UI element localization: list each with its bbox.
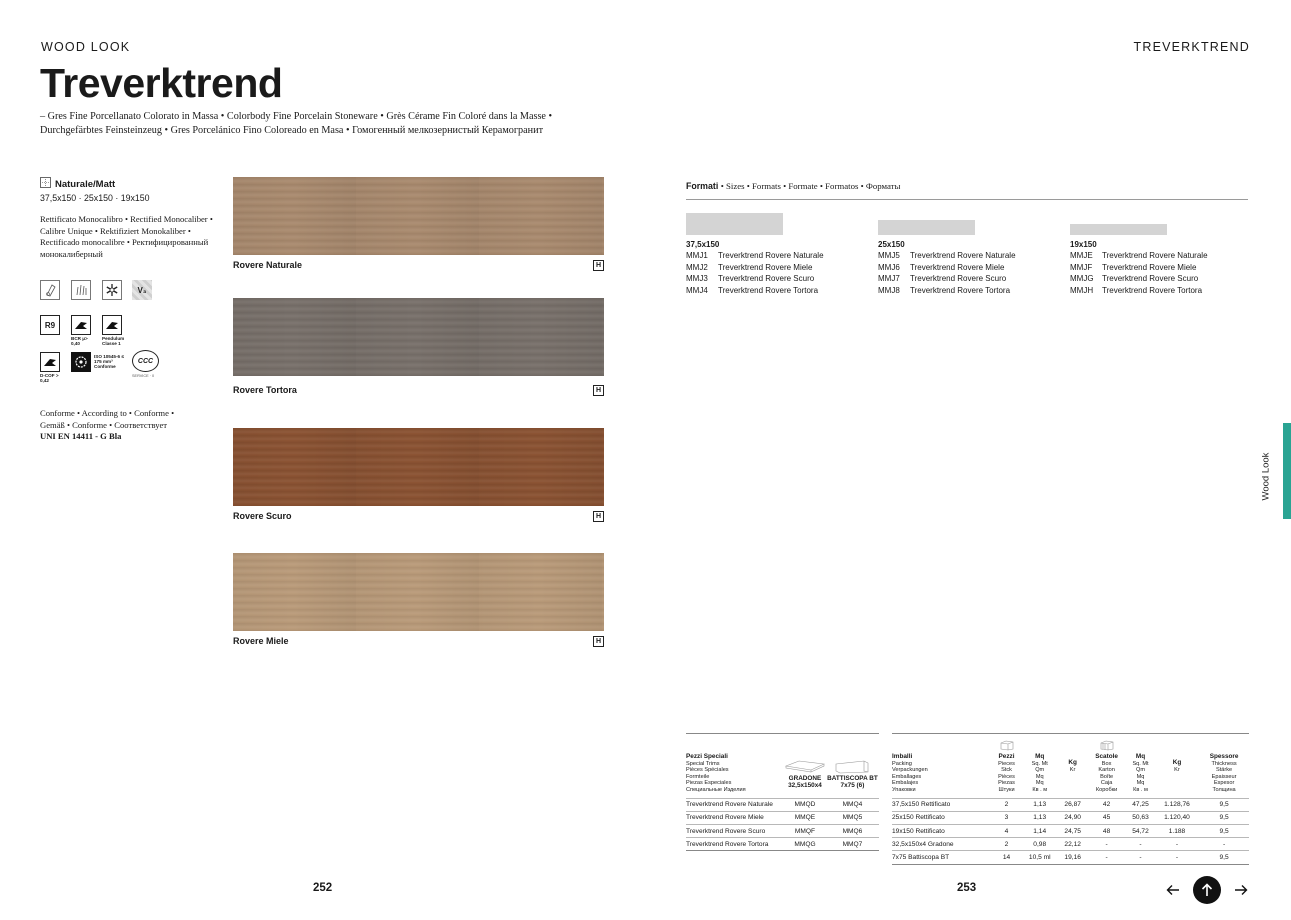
- forward-arrow-icon[interactable]: [1230, 876, 1252, 904]
- format-item: [686, 262, 824, 273]
- page-navigation: [1162, 876, 1252, 904]
- collection-subtitle: – Gres Fine Porcellanato Colorato in Massa • Colorbody Fine Porcelain Stoneware • Grès Cérame Fin Coloré dans la Masse • Durchgefärbtes Feinsteinzeug • Gres Porcelánico Fino Coloreado en Masa • Гомогенный мелкозернистый Керамогранит: [40, 111, 553, 136]
- format-item: [1070, 285, 1208, 296]
- pendulum-icon: [102, 315, 122, 335]
- product-code: MMJ1: [686, 251, 708, 261]
- format-size: 37,5x150: [686, 240, 720, 249]
- section-tab[interactable]: [1283, 423, 1291, 519]
- format-preview-bar: [878, 220, 975, 235]
- h-badge: H: [593, 636, 604, 647]
- format-item: [686, 273, 824, 284]
- ccc-mark-icon: CCC: [132, 350, 159, 372]
- product-code: MMJ6: [878, 262, 900, 272]
- product-name: Treverktrend Rovere Tortora: [910, 285, 1011, 295]
- pendulum-label: Pendulum Classe 1: [102, 336, 125, 346]
- pieces-column-header: Pezzi Pieces Stck Pièces Piezas Штуки: [992, 734, 1021, 798]
- packing-header: Imballi Packing Verpackungen Emballages Embalajes Упаковки: [892, 753, 928, 793]
- product-name: Treverktrend Rovere Miele: [910, 262, 1005, 272]
- swatch-rovere-naturale: [233, 177, 604, 255]
- product-code: MMJ5: [878, 251, 900, 261]
- packing-table: [892, 733, 1249, 865]
- floor-icon: [40, 280, 60, 300]
- swatch-label: Rovere Naturale: [233, 260, 303, 270]
- step-tread-icon: [785, 760, 825, 774]
- format-item: [686, 250, 824, 261]
- page-number-right: 253: [957, 882, 977, 894]
- swatch-rovere-scuro: [233, 428, 604, 506]
- swatch-label: Rovere Miele: [233, 636, 289, 646]
- back-arrow-icon[interactable]: [1162, 876, 1184, 904]
- section-kicker: WOOD LOOK: [41, 40, 131, 54]
- surface-block: [40, 177, 225, 203]
- product-code: MMJE: [1070, 251, 1093, 261]
- sqm-column-header: Mq Sq. Mt Qm Mq Mq Кв . м: [1031, 753, 1048, 793]
- abrasion-icon: [71, 352, 91, 372]
- table-row: 32,5x150x4 Gradone 2 0,98 22,12 - - - -: [892, 838, 1249, 851]
- h-badge: H: [593, 511, 604, 522]
- format-column: [686, 213, 824, 296]
- table-row: 37,5x150 Rettificato 2 1,13 26,87 42 47,25 1.128,76 9,5: [892, 798, 1249, 811]
- formats-title: Formati: [686, 181, 719, 191]
- product-name: Treverktrend Rovere Scuro: [1102, 274, 1199, 284]
- product-name: Treverktrend Rovere Tortora: [1102, 285, 1203, 295]
- product-name: Treverktrend Rovere Naturale: [718, 251, 824, 261]
- formats-subtitle: • Sizes • Formats • Formate • Formatos • Форматы: [720, 181, 901, 191]
- product-code: MMJ2: [686, 262, 708, 272]
- box-kg-column-header: Kg Kг: [1172, 759, 1182, 773]
- conformity-norm: UNI EN 14411 - G Bla: [40, 431, 122, 441]
- format-item: [878, 250, 1016, 261]
- product-code: MMJF: [1070, 262, 1093, 272]
- kg-column-header: Kg Kг: [1068, 759, 1077, 773]
- format-item: [1070, 273, 1208, 284]
- formats-header: [686, 181, 1248, 200]
- format-size: 19x150: [1070, 240, 1097, 249]
- tile-stack-icon: [1000, 740, 1014, 751]
- h-badge: H: [593, 260, 604, 271]
- surface-sizes: 37,5x150 · 25x150 · 19x150: [40, 193, 150, 203]
- skirting-icon: [834, 760, 870, 774]
- table-row: Treverktrend Rovere Tortora MMQG MMQ7: [686, 838, 879, 851]
- swatch-label: Rovere Tortora: [233, 385, 297, 395]
- product-name: Treverktrend Rovere Scuro: [718, 274, 815, 284]
- table-row: 25x150 Rettificato 3 1,13 24,90 45 50,63 1.120,40 9,5: [892, 811, 1249, 824]
- conformity-block: [40, 408, 200, 443]
- h-badge: H: [593, 385, 604, 396]
- product-name: Treverktrend Rovere Naturale: [910, 251, 1016, 261]
- up-arrow-icon[interactable]: [1193, 876, 1221, 904]
- format-item: [1070, 262, 1208, 273]
- table-row: 19x150 Rettificato 4 1,14 24,75 48 54,72 1.188 9,5: [892, 824, 1249, 837]
- special-trims-table: [686, 733, 879, 851]
- table-row: Treverktrend Rovere Miele MMQE MMQ5: [686, 811, 879, 824]
- product-code: MMJG: [1070, 274, 1094, 284]
- frost-resistant-icon: [102, 280, 122, 300]
- battiscopa-column-header: BATTISCOPA BT 7x75 (6): [826, 734, 879, 798]
- product-code: MMJ8: [878, 285, 900, 295]
- dcof-label: D-COF > 0,42: [40, 373, 59, 383]
- format-item: [686, 285, 824, 296]
- box-icon: [1100, 740, 1114, 751]
- product-name: Treverktrend Rovere Tortora: [718, 285, 819, 295]
- product-name: Treverktrend Rovere Naturale: [1102, 251, 1208, 261]
- bcr-slip-icon: [71, 315, 91, 335]
- gradone-column-header: GRADONE 32,5x150x4: [784, 734, 826, 798]
- format-item: [878, 273, 1016, 284]
- surface-finish-icon: [40, 177, 51, 191]
- product-code: MMJ3: [686, 274, 708, 284]
- product-code: MMJH: [1070, 285, 1094, 295]
- wall-icon: [71, 280, 91, 300]
- collection-title: Treverktrend: [40, 60, 283, 106]
- rectified-description: Rettificato Monocalibro • Rectified Monocaliber • Calibre Unique • Rektifiziert Monokaliber • Rectificado monocalibre • Ректифицированный монокалиберный: [40, 214, 213, 259]
- format-column: [878, 213, 1016, 296]
- iso-label: ISO 10545-6 ≤ 175 mm³ Conforme: [94, 354, 124, 369]
- table-row: Treverktrend Rovere Scuro MMQF MMQ6: [686, 824, 879, 837]
- bcr-label: BCR μ> 0,40: [71, 336, 88, 346]
- product-code: MMJ4: [686, 285, 708, 295]
- thickness-column-header: Spessore Thickness Stärke Epaisseur Espesor Толщина: [1209, 753, 1239, 793]
- format-size: 25x150: [878, 240, 905, 249]
- format-preview-bar: [686, 213, 783, 235]
- shade-variation-icon: V₃: [132, 280, 152, 300]
- surface-name: Naturale/Matt: [55, 178, 116, 190]
- boxes-column-header: Scatole Box Karton Boîte Caja Коробки: [1087, 734, 1126, 798]
- swatch-label: Rovere Scuro: [233, 511, 292, 521]
- ccc-sub-label: SERVICE · 0: [132, 374, 155, 378]
- conformity-text: Conforme • According to • Conforme • Gemäß • Conforme • Соответствует: [40, 408, 175, 430]
- collection-kicker: TREVERKTREND: [1133, 40, 1250, 54]
- format-item: [878, 285, 1016, 296]
- box-sqm-column-header: Mq Sq. Mt Qm Mq Mq Кв . м: [1132, 753, 1149, 793]
- section-tab-label[interactable]: Wood Look: [1260, 452, 1272, 501]
- product-name: Treverktrend Rovere Miele: [1102, 262, 1197, 272]
- swatch-rovere-miele: [233, 553, 604, 631]
- format-item: [1070, 250, 1208, 261]
- product-name: Treverktrend Rovere Miele: [718, 262, 813, 272]
- page-number-left: 252: [313, 882, 333, 894]
- product-code: MMJ7: [878, 274, 900, 284]
- format-item: [878, 262, 1016, 273]
- table-row: 7x75 Battiscopa BT 14 10,5 ml 19,16 - - - 9,5: [892, 851, 1249, 864]
- dcof-icon: [40, 352, 60, 372]
- format-column: [1070, 213, 1208, 296]
- table-row: Treverktrend Rovere Naturale MMQD MMQ4: [686, 798, 879, 811]
- trims-header: Pezzi Speciali Special Trims Pièces Spéciales Formteile Piezas Especiales Специальные Изделия: [686, 753, 746, 793]
- product-name: Treverktrend Rovere Scuro: [910, 274, 1007, 284]
- r9-slip-icon: R9: [40, 315, 60, 335]
- swatch-rovere-tortora: [233, 298, 604, 376]
- format-preview-bar: [1070, 224, 1167, 235]
